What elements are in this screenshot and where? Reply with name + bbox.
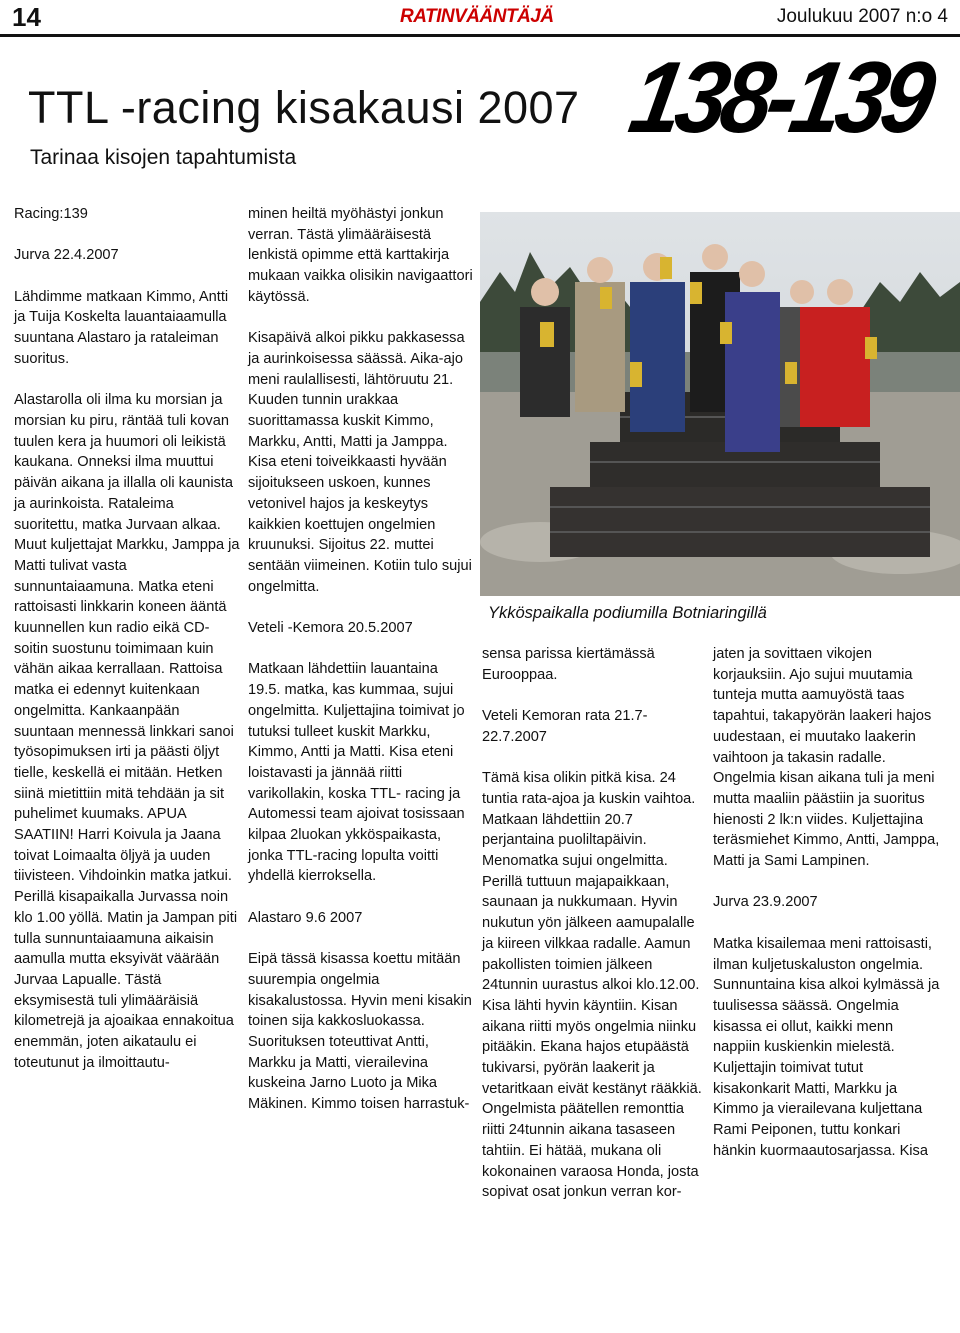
section-heading: Jurva 23.9.2007 [713, 894, 818, 911]
paragraph: jaten ja sovittaen vikojen korjauksiin. Ajo sujui muutamia tunteja mutta aamuyöstä taas tapahtui, takapyörän laakeri hajos uudestaan, ei muutako laakerin vaihtoon ja takasin radalle. Ongelmia kisan aikana tuli ja meni mutta maaliin päästiin ja suoritus hienosti 2 lk:n viides. Kuljettajina teräsmiehet Kimmo, Antti, Jamppa, Matti ja Sami Lampinen. [713, 646, 940, 870]
paragraph: Racing:139 [14, 206, 88, 222]
page-number: 14 [12, 2, 41, 32]
podium-photo [480, 212, 960, 596]
section-heading: Veteli -Kemora 20.5.2007 [248, 620, 413, 637]
paragraph: Alastarolla oli ilma ku morsian ja morsian ku piru, räntää tuli kovan tuulen kera ja huumori oli leikistä kaukana. Onneksi ilma muuttui päivän aikana ja illalla oli kaunista ja aurinkoista. Rataleima suoritettu, matka Jurvaan alkaa. Muut kuljettajat Markku, Jamppa ja Matti tulivat vasta sunnuntaiaamuna. Matka eteni rattoisasti linkkarin koneen ääntä kuunnellen kun radio eikä CD-soitin suostunu toimimaan kuin vähän aikaa kerrallaan. Rattoisa matka ei edennyt kuitenkaan ongelmitta. Kankaanpään suuntaan mennessä linkkari sanoi työsopimuksen irti ja päästi öljyt tielle, keskellä ei mitään. Hetken siinä mietittiin mitä tehdään ja sit puhelimet kuumaks. APUA SAATIIN! Harri Koivula ja Jaana toivat Loimaalta öljyä ja uuden tiivisteen. Vihdoinkin matka jatkui. Perillä kisapaikalla Jurvassa noin klo 1.00 yöllä. Matin ja Jampan piti tulla sunnuntaiaamuna aikaisin aamulla mutta eksyivät väärään Jurvaa Lapualle. Tästä eksymisestä tuli ylimääräisiä kilometrejä ja ajoaikaa ennakoitua enemmän, joten aikataulu ei toteutunut ja ilmoittautu- [14, 392, 240, 1071]
paragraph: Eipä tässä kisassa koettu mitään suurempia ongelmia kisakalustossa. Hyvin meni kisakin toinen sija kakkosluokassa. Suorituksen toteuttivat Antti, Markku ja Matti, vierailevina kuskeina Jarno Luoto ja Mika Mäkinen. Kimmo toisen harrastuk- [248, 951, 472, 1113]
column-4 [713, 644, 941, 1162]
page-header [0, 0, 960, 34]
article-title: TTL -racing kisakausi 2007 [28, 82, 580, 133]
issue-label: Joulukuu 2007 n:o 4 [776, 6, 948, 27]
article-subtitle: Tarinaa kisojen tapahtumista [30, 146, 297, 169]
paragraph: Matkaan lähdettiin lauantaina 19.5. matka, kas kummaa, sujui ongelmitta. Kuljettajina toimivat jo tutuksi tulleet kuskit Markku, Kimmo, Antti ja Matti. Kisa eteni loistavasti ja jännää riitti varikollakin, koska TTL- racing ja Automessi team ajoivat tosissaan kilpaa 2luokan ykköspaikasta, jonka TTL-racing lopulta voitti yhdellä kierroksella. [248, 661, 465, 885]
magazine-name: RATINVÄÄNTÄJÄ [400, 6, 554, 27]
column-2 [248, 204, 474, 1115]
paragraph: Tämä kisa olikin pitkä kisa. 24 tuntia rata-ajoa ja kuskin vaihtoa. Matkaan lähdettiin 20.7 perjantaina puoliltapäivin. Menomatka sujui ongelmitta. Perillä tuttuun majapaikkaan, saunaan ja nukkumaan. Hyvin nukutun yön jälkeen aamupalalle ja kiireen vilkkaa radalle. Aamun pakollisten toimien jälkeen 24tunnin uurastus alkoi klo.12.00. Kisa lähti hyvin käyntiin. Kisan aikana riitti myös ongelmia niinku pitääkin. Ekana hajos etupäästä tukivarsi, pyörän laakerit ja vetaritkaan eivät kestänyt rääkkiä. Ongelmista päätellen remonttia riitti 24tunnin aikana tasaseen tahtiin. Ei hätää, mukana oli kokonainen varaosa Honda, josta sopivat osat jonkun verran kor- [482, 770, 702, 1201]
paragraph: sensa parissa kiertämässä Eurooppaa. [482, 646, 655, 683]
section-heading: Alastaro 9.6 2007 [248, 909, 363, 926]
header-divider [0, 34, 960, 37]
section-heading: Veteli Kemoran rata 21.7-22.7.2007 [482, 708, 648, 745]
column-3 [482, 644, 704, 1203]
racing-numbers: 138-139 [622, 41, 938, 155]
column-1 [14, 204, 240, 1073]
section-heading: Jurva 22.4.2007 [14, 247, 119, 264]
paragraph: Lähdimme matkaan Kimmo, Antti ja Tuija Koskelta lauantaiaamulla suuntana Alastaro ja rataleiman suoritus. [14, 288, 229, 367]
paragraph: Matka kisailemaa meni rattoisasti, ilman kuljetuskaluston ongelmia. Sunnuntaina kisa alkoi kylmässä ja tuulisessa säässä. Ongelmia kisassa ei ollut, kaikki menn nappiin kuskienkin mielestä. Kuljettajin toimivat tutut kisakonkarit Matti, Markku ja Kimmo ja vierailevana kuljettana Rami Peiponen, tuttu konkari hänkin kuormaautosarjassa. Kisa [713, 935, 940, 1159]
podium-photo-illustration [480, 212, 960, 596]
paragraph: Kisapäivä alkoi pikku pakkasessa ja aurinkoisessa säässä. Aika-ajo meni raulallisesti, lähtöruutu 21. Kuuden tunnin urakkaa suorittamassa kuskit Kimmo, Markku, Antti, Matti ja Jamppa. Kisa eteni toiveikkaasti hyvään sijoitukseen uskoen, kunnes vetonivel hajos ja keskeytys kaikkien koettujen ongelmien kruunuksi. Sijoitus 22. muttei sentään viimeinen. Kotiin tulo sujui ongelmitta. [248, 330, 472, 595]
paragraph: minen heiltä myöhästyi jonkun verran. Tästä ylimääräisestä lenkistä opimme että karttakirja mukaan vaikka olisikin navigaattori käytössä. [248, 206, 473, 305]
photo-caption: Ykköspaikalla podiumilla Botniaringillä [488, 604, 767, 622]
